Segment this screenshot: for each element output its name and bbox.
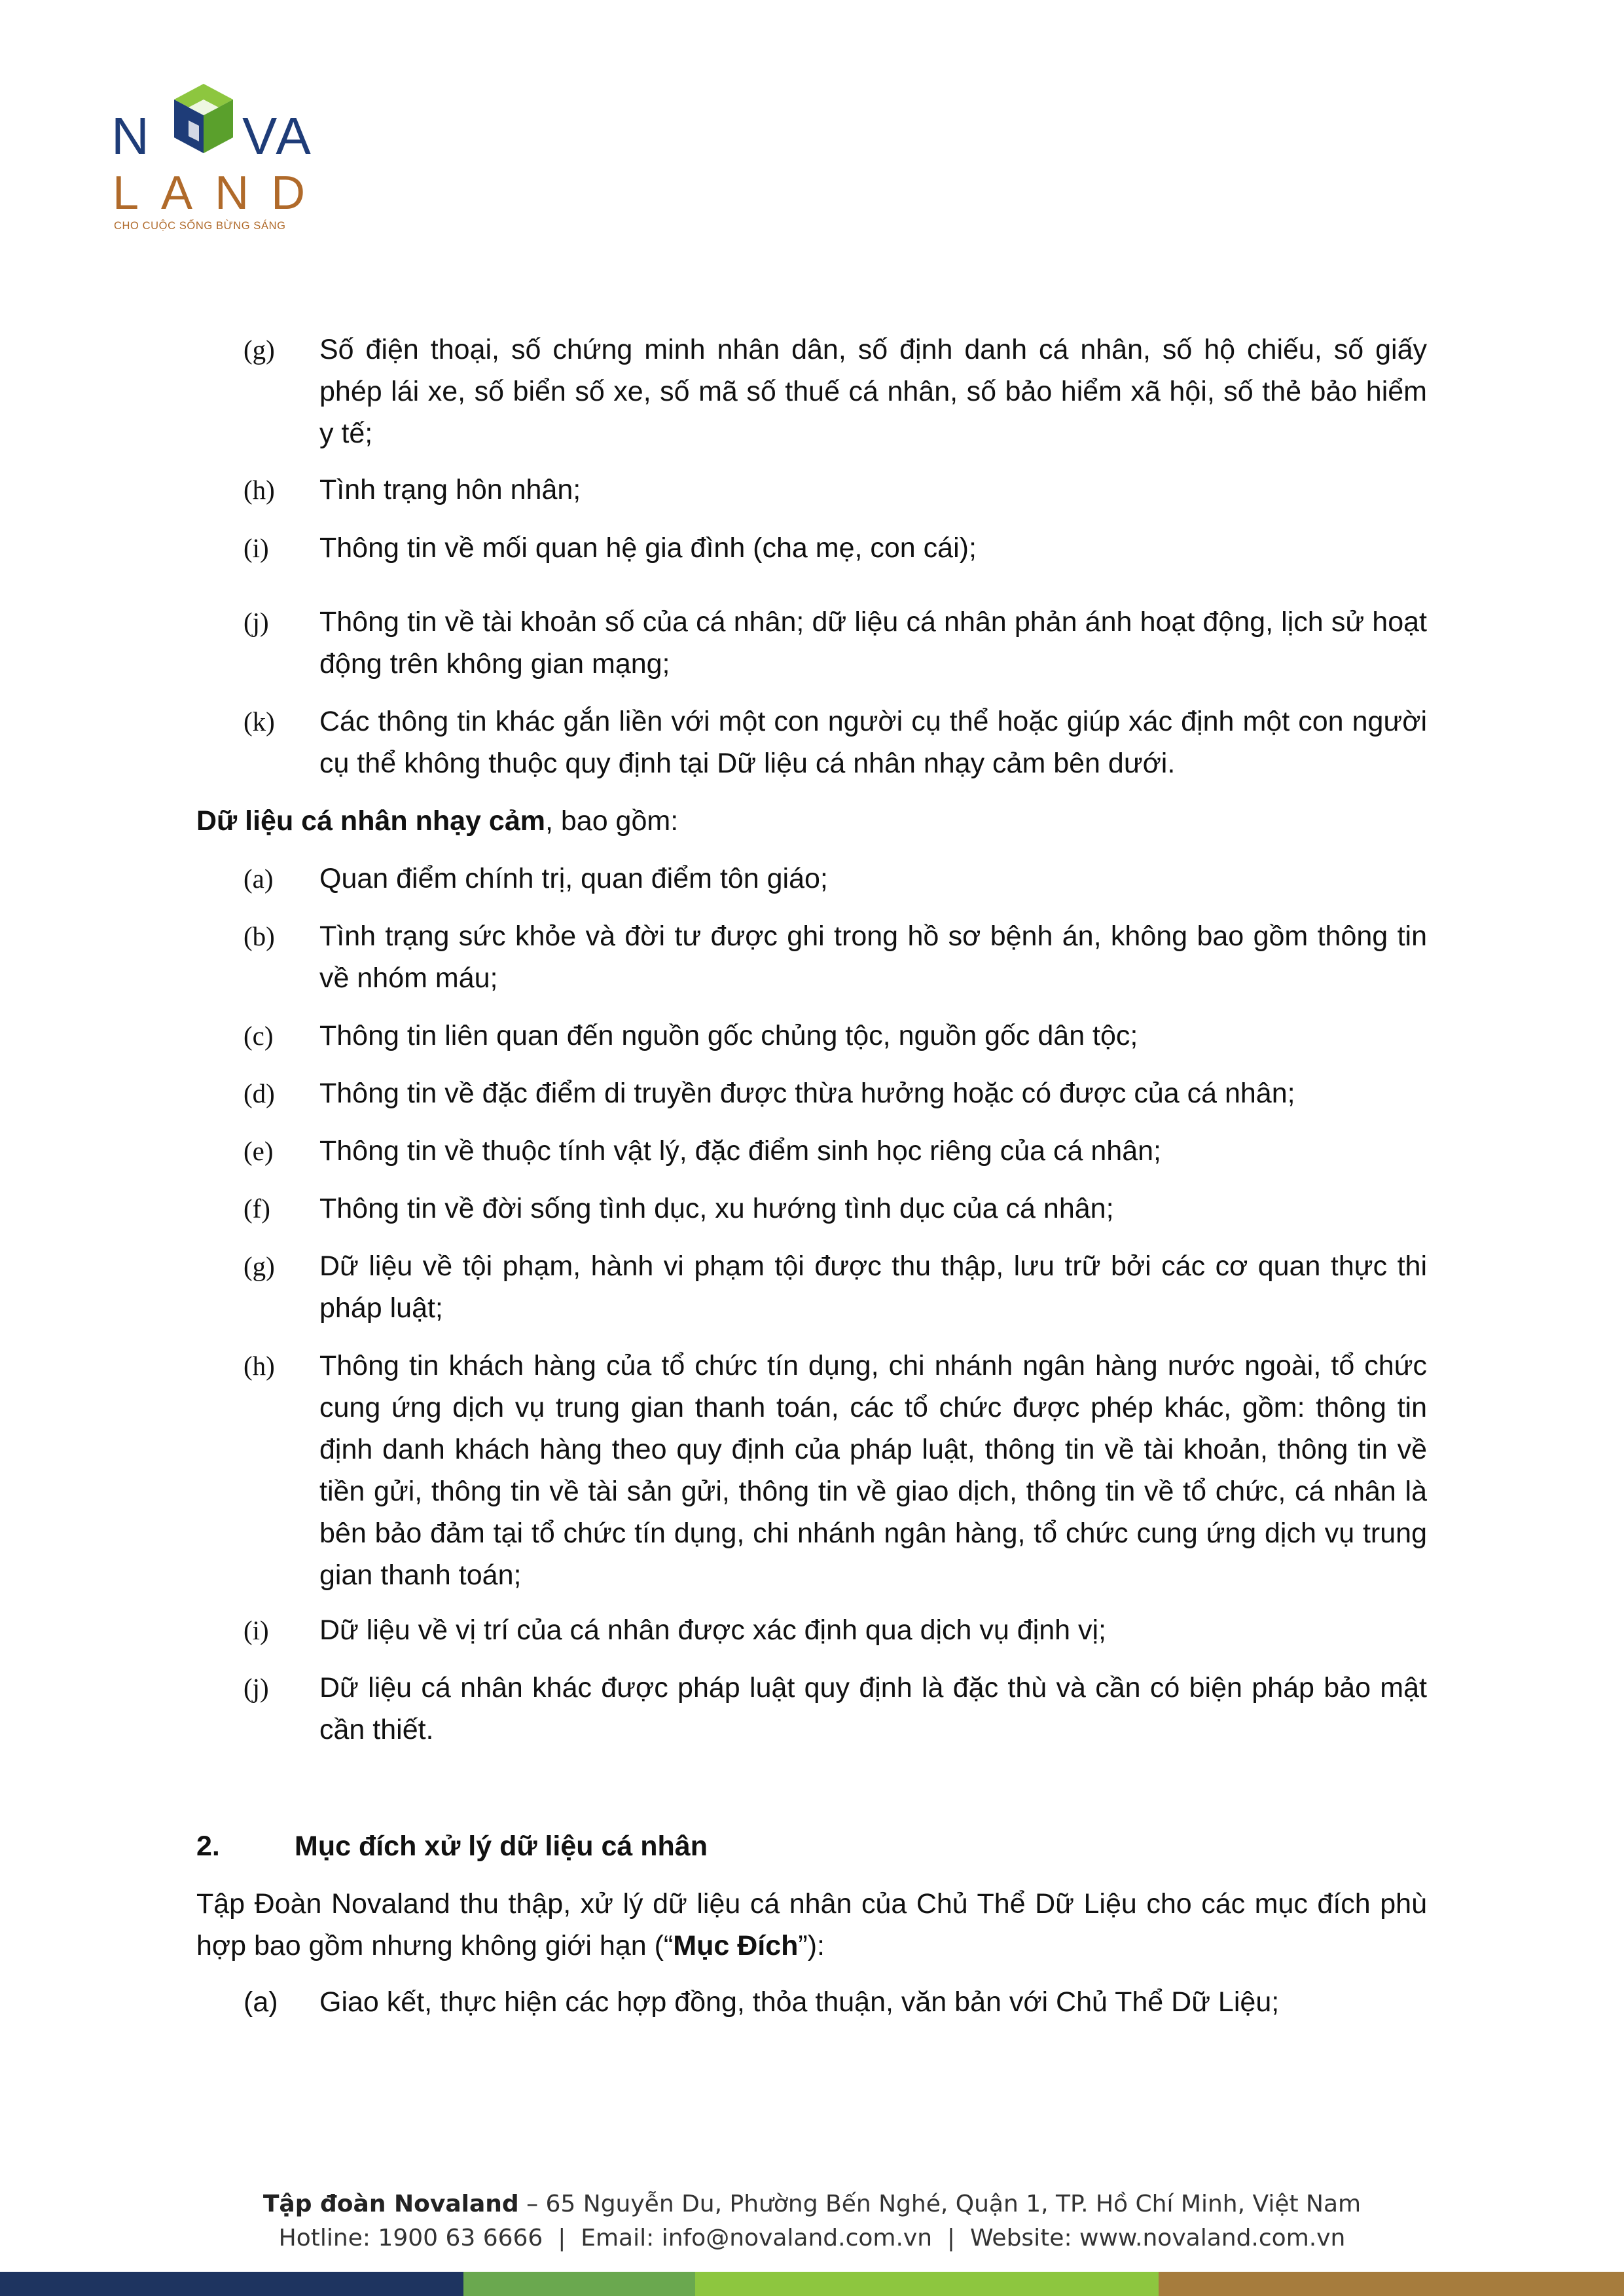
list-item-text: Thông tin liên quan đến nguồn gốc chủng tộc, nguồn gốc dân tộc;: [319, 1020, 1138, 1051]
list-item-text: Số điện thoại, số chứng minh nhân dân, số định danh cá nhân, số hộ chiếu, số giấy phép lái xe, số biển số xe, số mã số thuế cá nhân, số bảo hiểm xã hội, số thẻ bảo hiểm y tế;: [319, 334, 1427, 449]
list-item-label: (b): [244, 921, 275, 951]
list-item-label: (i): [244, 1615, 269, 1645]
list-item-text: Thông tin về đời sống tình dục, xu hướng tình dục của cá nhân;: [319, 1193, 1114, 1224]
novaland-logo: [111, 77, 328, 234]
list-item-text: Thông tin về đặc điểm di truyền được thừa hưởng hoặc có được của cá nhân;: [319, 1078, 1295, 1109]
list-item-text: Tình trạng sức khỏe và đời tư được ghi trong hồ sơ bệnh án, không bao gồm thông tin về nhóm máu;: [319, 920, 1427, 994]
list-item-label: (j): [244, 1673, 269, 1703]
list-item-label: (i): [244, 533, 269, 563]
section-intro-close: ”):: [798, 1930, 825, 1961]
footer-contact: Hotline: 1900 63 6666 | Email: info@novaland.com.vn | Website: www.novaland.com.vn: [278, 2225, 1346, 2251]
section-intro-text: Tập Đoàn Novaland thu thập, xử lý dữ liệu cá nhân của Chủ Thể Dữ Liệu cho các mục đích phù hợp bao gồm nhưng không giới hạn (“: [196, 1888, 1427, 1961]
list-item-label: (e): [244, 1136, 274, 1166]
logo-letter-n: N: [111, 107, 152, 165]
list-item-label: (f): [244, 1194, 270, 1224]
footer-stripe-green: [463, 2272, 695, 2296]
list-item-text: Giao kết, thực hiện các hợp đồng, thỏa thuận, văn bản với Chủ Thể Dữ Liệu;: [319, 1986, 1280, 2018]
logo-wordmark-land: LAND: [113, 167, 328, 219]
footer-company-name: Tập đoàn Novaland: [262, 2191, 519, 2217]
list-item-text: Tình trạng hôn nhân;: [319, 474, 581, 505]
logo-tagline: CHO CUỘC SỐNG BỪNG SÁNG: [114, 220, 286, 232]
list-item-label: (h): [244, 475, 275, 505]
section-intro-paragraph: [196, 1883, 1427, 1967]
list-item-label: (k): [244, 706, 275, 737]
footer-address: [0, 2191, 1624, 2217]
section-number: 2.: [196, 1831, 220, 1862]
list-item-text: Thông tin về thuộc tính vật lý, đặc điểm sinh học riêng của cá nhân;: [319, 1135, 1161, 1167]
list-item-text: Thông tin về tài khoản số của cá nhân; dữ liệu cá nhân phản ánh hoạt động, lịch sử hoạt động trên không gian mạng;: [319, 606, 1427, 680]
list-item-text: Quan điểm chính trị, quan điểm tôn giáo;: [319, 863, 828, 894]
footer-stripe-lime: [695, 2272, 1159, 2296]
cube-icon: [169, 80, 238, 165]
list-item-label: (a): [244, 1986, 278, 2018]
list-item-text: Dữ liệu cá nhân khác được pháp luật quy định là đặc thù và cần có biện pháp bảo mật cần thiết.: [319, 1672, 1427, 1745]
sensitive-data-intro-rest: , bao gồm:: [545, 805, 679, 837]
section-title: Mục đích xử lý dữ liệu cá nhân: [295, 1831, 708, 1862]
list-item-text: Thông tin khách hàng của tổ chức tín dụng, chi nhánh ngân hàng nước ngoài, tổ chức cung ứng dịch vụ trung gian thanh toán, các tổ chức được phép khác, gồm: thông tin định danh khách hàng theo quy định của pháp luật, thông tin về tài khoản, thông tin về tiền gửi, thông tin về tài sản gửi, thông tin về giao dịch, thông tin về tổ chức, cá nhân là bên bảo đảm tại tổ chức tín dụng, chi nhánh ngân hàng, tổ chức cung ứng dịch vụ trung gian thanh toán;: [319, 1350, 1427, 1591]
list-item-text: Các thông tin khác gắn liền với một con người cụ thể hoặc giúp xác định một con người cụ thể không thuộc quy định tại Dữ liệu cá nhân nhạy cảm bên dưới.: [319, 706, 1427, 779]
sensitive-data-intro: [196, 800, 1427, 842]
list-item-label: (g): [244, 335, 275, 365]
footer-address-text: – 65 Nguyễn Du, Phường Bến Nghé, Quận 1, TP. Hồ Chí Minh, Việt Nam: [518, 2191, 1362, 2217]
list-item-text: Dữ liệu về vị trí của cá nhân được xác định qua dịch vụ định vị;: [319, 1614, 1107, 1646]
logo-letters-va: VA: [242, 107, 314, 165]
purpose-term: Mục Đích: [673, 1930, 799, 1961]
list-item-text: Dữ liệu về tội phạm, hành vi phạm tội được thu thập, lưu trữ bởi các cơ quan thực thi pháp luật;: [319, 1250, 1427, 1324]
list-item-label: (h): [244, 1351, 275, 1381]
sensitive-data-term: Dữ liệu cá nhân nhạy cảm: [196, 805, 545, 837]
list-item-label: (d): [244, 1078, 275, 1108]
footer-stripe-bronze: [1159, 2272, 1624, 2296]
list-item-label: (g): [244, 1251, 275, 1281]
list-item-label: (c): [244, 1021, 274, 1051]
list-item-text: Thông tin về mối quan hệ gia đình (cha mẹ, con cái);: [319, 532, 977, 564]
list-item-label: (a): [244, 864, 274, 894]
list-item-label: (j): [244, 607, 269, 637]
footer-stripe-navy: [0, 2272, 463, 2296]
